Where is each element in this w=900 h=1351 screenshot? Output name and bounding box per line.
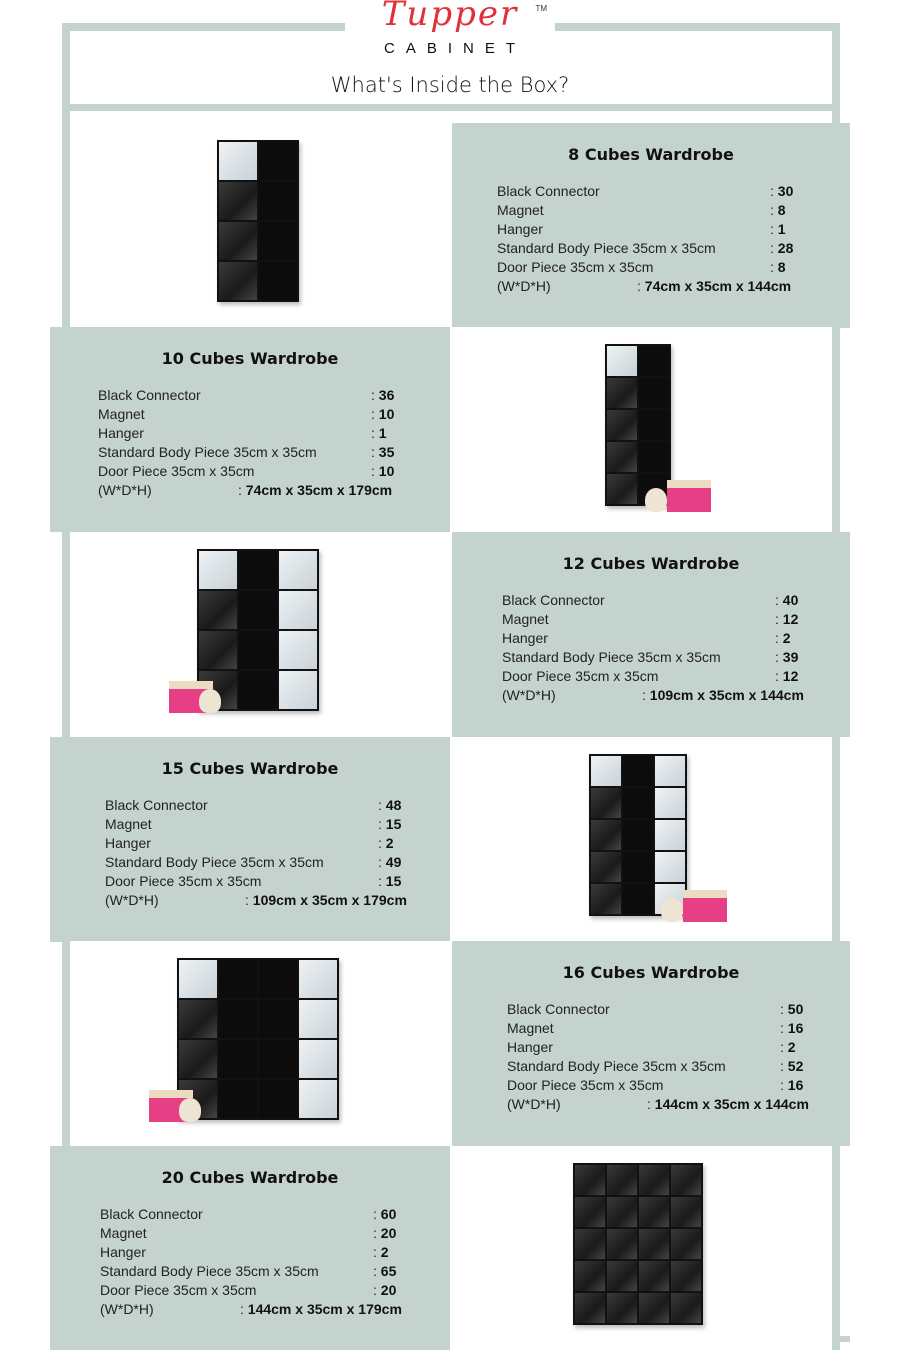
spec-value: : 10 [371, 463, 395, 479]
wardrobe-cube [607, 1293, 637, 1323]
page-title: What's Inside the Box? [330, 73, 570, 97]
product-spec-panel [50, 1146, 450, 1350]
spec-line [105, 816, 402, 832]
wardrobe-cube [219, 1000, 257, 1038]
spec-label: Door Piece 35cm x 35cm [497, 259, 654, 275]
product-spec-panel [452, 532, 850, 737]
wardrobe-cube [239, 591, 277, 629]
spec-value: : 48 [378, 797, 402, 813]
product-spec-panel [452, 941, 850, 1146]
wardrobe-cube [199, 551, 237, 589]
spec-line [98, 425, 387, 441]
wardrobe-cube [259, 1080, 297, 1118]
wardrobe-cube [279, 631, 317, 669]
spec-label: Standard Body Piece 35cm x 35cm [497, 240, 716, 256]
spec-value: : 8 [770, 259, 786, 275]
wardrobe-cube [279, 591, 317, 629]
spec-label: Door Piece 35cm x 35cm [100, 1282, 257, 1298]
spec-line [100, 1206, 397, 1222]
spec-value: : 20 [373, 1282, 397, 1298]
spec-value: : 20 [373, 1225, 397, 1241]
wardrobe-cube [259, 1040, 297, 1078]
spec-value: : 65 [373, 1263, 397, 1279]
wardrobe-cube [607, 410, 637, 440]
product-spec-panel [50, 737, 450, 942]
product-image [450, 327, 832, 532]
spec-value: : 1 [371, 425, 387, 441]
wardrobe-cube [259, 960, 297, 998]
wardrobe-cube [299, 1040, 337, 1078]
teddy-bear [661, 898, 683, 922]
logo-trademark: TM [535, 4, 547, 13]
spec-line [502, 611, 799, 627]
wardrobe-illustration [197, 549, 319, 711]
teddy-bear [179, 1098, 201, 1122]
wardrobe-cube [299, 1000, 337, 1038]
spec-line [105, 797, 402, 813]
wardrobe-illustration [573, 1163, 703, 1325]
wardrobe-cube [639, 1197, 669, 1227]
spec-line [100, 1282, 397, 1298]
spec-value: : 12 [775, 611, 799, 627]
product-title: 12 Cubes Wardrobe [562, 554, 740, 573]
logo-brand: CABINET [383, 40, 526, 57]
spec-value: : 40 [775, 592, 799, 608]
wardrobe-cube [671, 1229, 701, 1259]
spec-line [507, 1020, 804, 1036]
spec-value: : 35 [371, 444, 395, 460]
storage-box [683, 890, 727, 922]
wardrobe-cube [219, 182, 257, 220]
logo-script: Tupper [381, 0, 519, 34]
wardrobe-cube [219, 1040, 257, 1078]
spec-label: Door Piece 35cm x 35cm [105, 873, 262, 889]
product-title: 16 Cubes Wardrobe [562, 963, 740, 982]
spec-line [497, 183, 794, 199]
wardrobe-cube [199, 631, 237, 669]
spec-line [502, 668, 799, 684]
dimension-label: (W*D*H) [100, 1301, 154, 1317]
spec-line [502, 592, 799, 608]
wardrobe-cube [639, 346, 669, 376]
spec-line [105, 835, 394, 851]
spec-value: : 12 [775, 668, 799, 684]
spec-value: : 49 [378, 854, 402, 870]
wardrobe-cube [671, 1293, 701, 1323]
spec-line [502, 630, 791, 646]
dimension-value: : 74cm x 35cm x 179cm [238, 482, 393, 498]
product-title: 20 Cubes Wardrobe [161, 1168, 339, 1187]
product-title: 8 Cubes Wardrobe [568, 145, 734, 164]
spec-label: Standard Body Piece 35cm x 35cm [507, 1058, 726, 1074]
wardrobe-cube [299, 960, 337, 998]
wardrobe-cube [239, 551, 277, 589]
wardrobe-cube [591, 852, 621, 882]
wardrobe-cube [623, 756, 653, 786]
wardrobe-illustration [177, 958, 339, 1120]
spec-dimensions [502, 687, 804, 703]
wardrobe-cube [607, 378, 637, 408]
spec-line [507, 1001, 804, 1017]
wardrobe-cube [639, 1165, 669, 1195]
spec-line [100, 1225, 397, 1241]
spec-label: Magnet [497, 202, 544, 218]
spec-line [497, 240, 794, 256]
spec-value: : 39 [775, 649, 799, 665]
wardrobe-cube [575, 1261, 605, 1291]
dimension-value: : 74cm x 35cm x 144cm [637, 278, 792, 294]
spec-label: Hanger [98, 425, 144, 441]
wardrobe-cube [591, 788, 621, 818]
spec-line [497, 202, 786, 218]
wardrobe-cube [591, 884, 621, 914]
spec-value: : 30 [770, 183, 794, 199]
spec-dimensions [98, 482, 393, 498]
wardrobe-cube [655, 788, 685, 818]
wardrobe-cube [259, 182, 297, 220]
teddy-bear [199, 689, 221, 713]
spec-line [507, 1077, 804, 1093]
spec-label: Black Connector [507, 1001, 610, 1017]
wardrobe-cube [639, 1293, 669, 1323]
product-image [70, 532, 450, 737]
wardrobe-cube [179, 1040, 217, 1078]
product-image [70, 123, 450, 328]
spec-label: Door Piece 35cm x 35cm [98, 463, 255, 479]
wardrobe-cube [623, 852, 653, 882]
wardrobe-cube [259, 142, 297, 180]
wardrobe-cube [655, 820, 685, 850]
wardrobe-cube [607, 1197, 637, 1227]
wardrobe-cube [239, 631, 277, 669]
spec-value: : 8 [770, 202, 786, 218]
wardrobe-cube [671, 1261, 701, 1291]
spec-value: : 50 [780, 1001, 804, 1017]
wardrobe-cube [607, 1165, 637, 1195]
spec-label: Standard Body Piece 35cm x 35cm [105, 854, 324, 870]
spec-line [502, 649, 799, 665]
spec-line [105, 873, 402, 889]
spec-line [98, 463, 395, 479]
spec-label: Door Piece 35cm x 35cm [507, 1077, 664, 1093]
dimension-label: (W*D*H) [105, 892, 159, 908]
spec-label: Magnet [100, 1225, 147, 1241]
spec-line [497, 221, 786, 237]
wardrobe-cube [575, 1165, 605, 1195]
spec-line [507, 1058, 804, 1074]
spec-value: : 2 [378, 835, 394, 851]
wardrobe-cube [259, 222, 297, 260]
wardrobe-cube [575, 1229, 605, 1259]
spec-label: Hanger [105, 835, 151, 851]
wardrobe-cube [219, 262, 257, 300]
spec-label: Magnet [105, 816, 152, 832]
product-title: 10 Cubes Wardrobe [161, 349, 339, 368]
spec-value: : 28 [770, 240, 794, 256]
wardrobe-cube [199, 591, 237, 629]
product-image [450, 737, 832, 942]
brand-logo [345, 0, 555, 68]
wardrobe-cube [179, 960, 217, 998]
wardrobe-cube [279, 551, 317, 589]
wardrobe-cube [607, 346, 637, 376]
spec-label: Standard Body Piece 35cm x 35cm [100, 1263, 319, 1279]
spec-value: : 2 [780, 1039, 796, 1055]
wardrobe-cube [299, 1080, 337, 1118]
spec-value: : 16 [780, 1077, 804, 1093]
wardrobe-cube [639, 378, 669, 408]
spec-value: : 10 [371, 406, 395, 422]
product-title: 15 Cubes Wardrobe [161, 759, 339, 778]
spec-line [105, 854, 402, 870]
product-image [450, 1146, 832, 1351]
spec-value: : 60 [373, 1206, 397, 1222]
spec-line [497, 259, 786, 275]
spec-label: Magnet [507, 1020, 554, 1036]
spec-label: Hanger [100, 1244, 146, 1260]
wardrobe-cube [219, 960, 257, 998]
spec-label: Standard Body Piece 35cm x 35cm [98, 444, 317, 460]
spec-line [98, 406, 395, 422]
wardrobe-cube [655, 852, 685, 882]
spec-value: : 36 [371, 387, 395, 403]
wardrobe-cube [279, 671, 317, 709]
wardrobe-cube [607, 442, 637, 472]
spec-line [100, 1263, 397, 1279]
spec-value: : 15 [378, 873, 402, 889]
spec-label: Hanger [497, 221, 543, 237]
spec-label: Black Connector [105, 797, 208, 813]
spec-line [100, 1244, 389, 1260]
product-spec-panel [452, 123, 850, 328]
wardrobe-illustration [605, 344, 671, 506]
wardrobe-cube [639, 410, 669, 440]
wardrobe-cube [671, 1197, 701, 1227]
spec-label: Black Connector [497, 183, 600, 199]
wardrobe-cube [219, 1080, 257, 1118]
wardrobe-cube [259, 1000, 297, 1038]
wardrobe-cube [575, 1293, 605, 1323]
wardrobe-cube [607, 1261, 637, 1291]
storage-box [667, 480, 711, 512]
dimension-label: (W*D*H) [507, 1096, 561, 1112]
wardrobe-cube [607, 1229, 637, 1259]
spec-value: : 16 [780, 1020, 804, 1036]
wardrobe-illustration [589, 754, 687, 916]
wardrobe-cube [623, 884, 653, 914]
spec-dimensions [497, 278, 792, 294]
spec-label: Black Connector [502, 592, 605, 608]
spec-dimensions [507, 1096, 809, 1112]
spec-label: Black Connector [100, 1206, 203, 1222]
spec-value: : 15 [378, 816, 402, 832]
spec-label: Standard Body Piece 35cm x 35cm [502, 649, 721, 665]
wardrobe-cube [179, 1000, 217, 1038]
frame-header-bottom [62, 104, 840, 111]
spec-label: Hanger [507, 1039, 553, 1055]
spec-line [98, 387, 395, 403]
spec-value: : 2 [373, 1244, 389, 1260]
teddy-bear [645, 488, 667, 512]
wardrobe-cube [623, 820, 653, 850]
wardrobe-cube [671, 1165, 701, 1195]
wardrobe-cube [639, 1229, 669, 1259]
wardrobe-cube [591, 756, 621, 786]
wardrobe-illustration [217, 140, 299, 302]
product-image [70, 941, 450, 1146]
dimension-label: (W*D*H) [98, 482, 152, 498]
spec-label: Black Connector [98, 387, 201, 403]
wardrobe-cube [259, 262, 297, 300]
spec-label: Door Piece 35cm x 35cm [502, 668, 659, 684]
spec-label: Magnet [98, 406, 145, 422]
spec-dimensions [105, 892, 407, 908]
wardrobe-cube [575, 1197, 605, 1227]
wardrobe-cube [639, 1261, 669, 1291]
wardrobe-cube [607, 474, 637, 504]
spec-line [507, 1039, 796, 1055]
dimension-value: : 109cm x 35cm x 179cm [245, 892, 407, 908]
wardrobe-cube [639, 442, 669, 472]
wardrobe-cube [219, 222, 257, 260]
spec-label: Hanger [502, 630, 548, 646]
dimension-value: : 144cm x 35cm x 179cm [240, 1301, 402, 1317]
product-spec-panel [50, 327, 450, 532]
spec-label: Magnet [502, 611, 549, 627]
spec-value: : 2 [775, 630, 791, 646]
spec-dimensions [100, 1301, 402, 1317]
wardrobe-cube [239, 671, 277, 709]
spec-value: : 1 [770, 221, 786, 237]
wardrobe-cube [219, 142, 257, 180]
wardrobe-cube [655, 756, 685, 786]
wardrobe-cube [591, 820, 621, 850]
spec-line [98, 444, 395, 460]
dimension-value: : 144cm x 35cm x 144cm [647, 1096, 809, 1112]
spec-value: : 52 [780, 1058, 804, 1074]
dimension-label: (W*D*H) [502, 687, 556, 703]
wardrobe-cube [623, 788, 653, 818]
dimension-value: : 109cm x 35cm x 144cm [642, 687, 804, 703]
dimension-label: (W*D*H) [497, 278, 551, 294]
